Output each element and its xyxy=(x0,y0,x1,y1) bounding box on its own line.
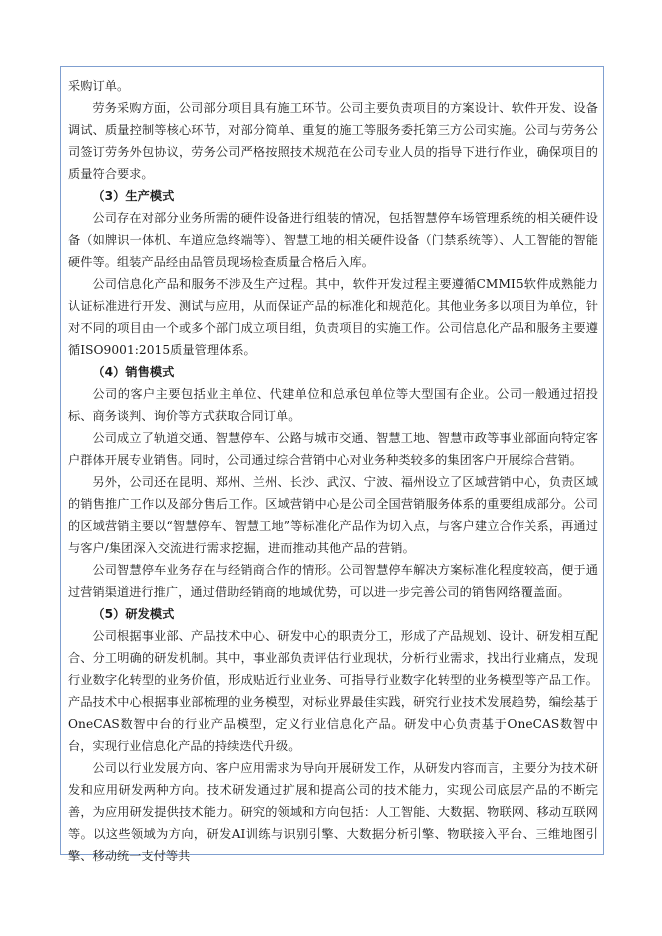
paragraph-hardware-assembly: 公司存在对部分业务所需的硬件设备进行组装的情况，包括智慧停车场管理系统的相关硬件设备（如牌识一体机、车道应急终端等）、智慧工地的相关硬件设备（门禁系统等）、人工智能的智能硬件等。组装产品经由品管员现场检查质量合格后入库。 xyxy=(68,211,598,269)
paragraph-customers: 公司的客户主要包括业主单位、代建单位和总承包单位等大型国有企业。公司一般通过招投标、商务谈判、询价等方式获取合同订单。 xyxy=(68,387,598,423)
paragraph-rnd-mechanism: 公司根据事业部、产品技术中心、研发中心的职责分工，形成了产品规划、设计、研发相互配合、分工明确的研发机制。其中，事业部负责评估行业现状，分析行业需求，找出行业痛点，发现行业数字化转型的业务价值，形成贴近行业业务、可指导行业数字化转型的业务模型等产品工作。产品技术中心根据事业部梳理的业务模型，对标业界最佳实践，研究行业技术发展趋势，编绘基于OneCAS数智中台的行业产品模型，定义行业信息化产品。研发中心负责基于OneCAS数智中台，实现行业信息化产品的持续迭代升级。 xyxy=(68,629,598,753)
heading-sales-model: （4）销售模式 xyxy=(92,365,175,379)
paragraph-regional-marketing: 另外，公司还在昆明、郑州、兰州、长沙、武汉、宁波、福州设立了区域营销中心，负责区域的销售推广工作以及部分售后工作。区域营销中心是公司全国营销服务体系的重要组成部分。公司的区域营销主要以“智慧停车、智慧工地”等标准化产品作为切入点，与客户建立合作关系，再通过与客户/集团深入交流进行需求挖掘，进而推动其他产品的营销。 xyxy=(68,475,598,555)
paragraph-business-divisions: 公司成立了轨道交通、智慧停车、公路与城市交通、智慧工地、智慧市政等事业部面向特定客户群体开展专业销售。同时，公司通过综合营销中心对业务种类较多的集团客户开展综合营销。 xyxy=(68,431,598,467)
paragraph-continuation: 采购订单。 xyxy=(68,79,130,93)
paragraph-distributors: 公司智慧停车业务存在与经销商合作的情形。公司智慧停车解决方案标准化程度较高，便于通过营销渠道进行推广，通过借助经销商的地域优势，可以进一步完善公司的销售网络覆盖面。 xyxy=(68,563,598,599)
paragraph-rnd-directions: 公司以行业发展方向、客户应用需求为导向开展研发工作，从研发内容而言，主要分为技术研发和应用研发两种方向。技术研发通过扩展和提高公司的技术能力，实现公司底层产品的不断完善，为应用研发提供技术能力。研究的领域和方向包括：人工智能、大数据、物联网、移动互联网等。以这些领域为方向，研发AI训练与识别引擎、大数据分析引擎、物联接入平台、三维地图引擎、移动统一支付等共 xyxy=(68,761,598,863)
heading-production-model: （3）生产模式 xyxy=(92,189,175,203)
heading-rnd-model: （5）研发模式 xyxy=(92,607,175,621)
document-body xyxy=(68,75,598,867)
paragraph-informatization-process: 公司信息化产品和服务不涉及生产过程。其中，软件开发过程主要遵循CMMI5软件成熟能力认证标准进行开发、测试与应用，从而保证产品的标准化和规范化。其他业务多以项目为单位，针对不同的项目由一个或多个部门成立项目组，负责项目的实施工作。公司信息化产品和服务主要遵循ISO9001:2015质量管理体系。 xyxy=(68,277,598,357)
document-frame xyxy=(60,66,604,863)
paragraph-labor-procurement: 劳务采购方面，公司部分项目具有施工环节。公司主要负责项目的方案设计、软件开发、设备调试、质量控制等核心环节，对部分简单、重复的施工等服务委托第三方公司实施。公司与劳务公司签订劳务外包协议，劳务公司严格按照技术规范在公司专业人员的指导下进行作业，确保项目的质量符合要求。 xyxy=(68,101,598,181)
